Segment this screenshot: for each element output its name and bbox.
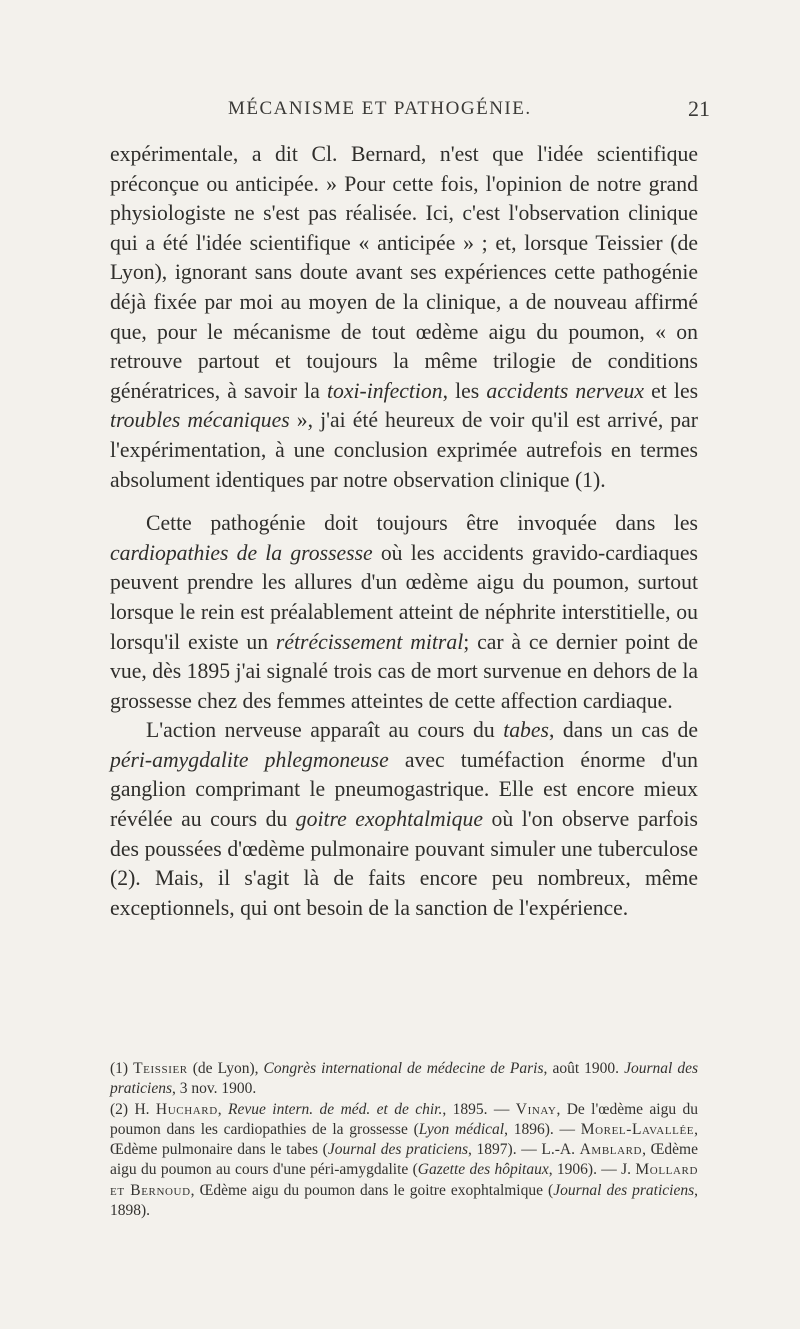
text-run: , Œdème pulmonaire dans le tabes ( [110,1120,698,1159]
page-number: 21 [688,96,710,121]
italic-term: rétrécissement mitral [275,629,464,654]
italic-term: toxi-infection [326,378,443,403]
italic-term: goitre exophtalmique [295,807,483,832]
footnotes [110,1059,698,1221]
text-run: et les [644,378,699,403]
footnote-2 [110,1100,698,1222]
text-run: », j'ai été heureux de voir qu'il est arrivé, par l'expérimentation, à une conclusion exprimée autrefois en termes absolument identiques par notre observation clinique (1). [110,408,698,492]
text-run: , 1898). [110,1181,699,1220]
text-run: , Œdème aigu du poumon dans le goitre exophtalmique ( [190,1181,554,1199]
author-name: Teissier [133,1060,188,1077]
text-run: (de Lyon), [187,1060,264,1077]
italic-term: péri-amygdalite phlegmoneuse [110,747,389,772]
body-text [110,140,698,923]
author-name: Mollard et Bernoud [110,1161,698,1199]
italic-title: Journal des praticiens [553,1181,695,1199]
text-run: , 1906). — J. [548,1161,636,1179]
text-run: , 1895. — [442,1100,516,1118]
italic-title: Congrès international de médecine de Paris [263,1060,544,1077]
italic-title: Gazette des hôpitaux [417,1161,549,1179]
text-run: Cette pathogénie doit toujours être invoquée dans les [146,511,698,536]
text-run: , 3 nov. 1900. [172,1080,257,1098]
footnote-1 [110,1059,698,1100]
text-run: , août 1900. [543,1060,625,1077]
text-run: , dans un cas de [548,718,698,743]
italic-term: tabes [503,718,549,743]
text-run: , 1897). — L.-A. [468,1141,580,1159]
text-run: , les [442,378,487,403]
paragraph-1 [110,140,698,495]
running-title: MÉCANISME ET PATHOGÉNIE. [228,98,532,119]
text-run: , 1896). — [504,1120,581,1138]
page-header [0,98,800,128]
footnote-mark: (2) H. [110,1100,156,1118]
italic-title: Lyon médical [418,1120,505,1138]
text-run: , De l'œdème aigu du poumon dans les cardiopathies de la grossesse ( [110,1100,699,1138]
text-run: où l'on observe parfois des poussées d'œdème pulmonaire pouvant simuler une tuberculose (2). Mais, il s'agit là de faits encore peu nombreux, même exceptionnels, qui ont besoin de la sanction de l'expérience. [110,807,699,920]
footnote-mark: (1) [110,1060,134,1077]
text-run: L'action nerveuse apparaît au cours du [146,718,504,743]
author-name: Morel-Lavallée [580,1120,695,1138]
italic-term: troubles mécaniques [110,408,290,433]
italic-title: Revue intern. de méd. et de chir. [228,1100,443,1118]
paragraph-3 [110,716,698,923]
text-run: ; car à ce dernier point de vue, dès 1895 j'ai signalé trois cas de mort survenue en dehors de la grossesse chez des femmes atteintes de cette affection cardiaque. [110,629,699,713]
italic-term: accidents nerveux [486,378,645,403]
text-run: avec tuméfaction énorme d'un ganglion comprimant le pneumogastrique. Elle est encore mieux révélée au cours du [110,747,698,832]
italic-term: cardiopathies de la grossesse [110,540,373,565]
author-name: Huchard [155,1100,218,1118]
text-run: où les accidents gravido-cardiaques peuvent prendre les allures d'un œdème aigu du poumon, surtout lorsque le rein est préalablement atteint de néphrite interstitielle, ou lorsqu'il existe un [110,540,698,654]
paragraph-2 [110,509,698,716]
text-run: expérimentale, a dit Cl. Bernard, n'est que l'idée scientifique préconçue ou anticipée. » Pour cette fois, l'opinion de notre grand physiologiste ne s'est pas réalisée. Ici, c'est l'observation clinique qui a été l'idée scientifique « anticipée » ; et, lorsque Teissier (de Lyon), ignorant sans doute avant ses expériences cette pathogénie déjà fixée par moi au moyen de la clinique, a de nouveau affirmé que, pour le mécanisme de tout œdème aigu du poumon, « on retrouve partout et toujours la même trilogie de conditions génératrices, à savoir la [110,142,698,403]
text-run: , [217,1100,229,1118]
italic-title: Journal des praticiens [110,1060,698,1098]
text-run: , Œdème aigu du poumon au cours d'une péri-amygdalite ( [110,1141,698,1179]
author-name: Vinay [515,1100,557,1118]
italic-title: Journal des praticiens [327,1141,469,1159]
author-name: Amblard [579,1141,643,1159]
